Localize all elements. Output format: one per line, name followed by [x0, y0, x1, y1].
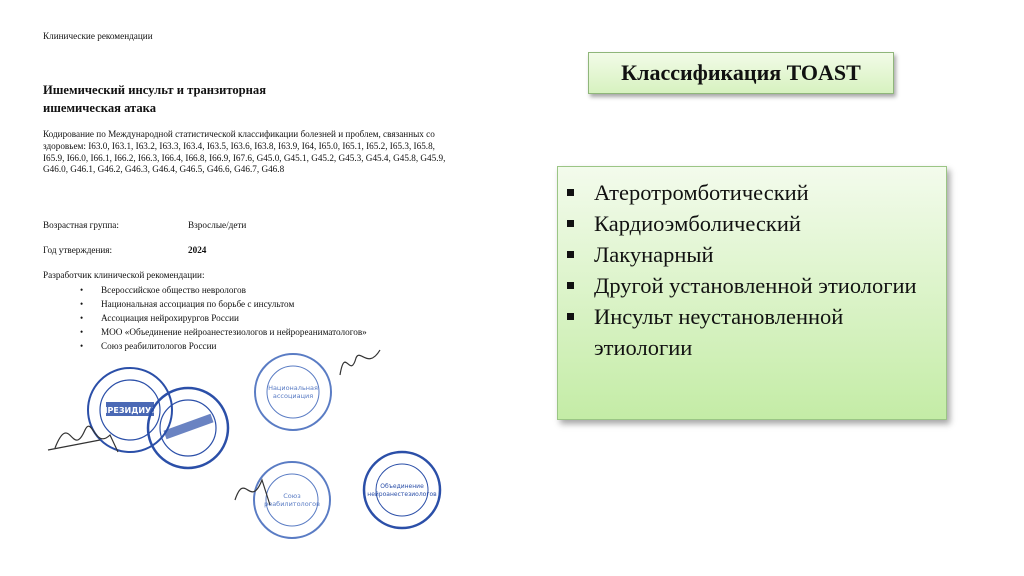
- toast-classification-box: [557, 166, 947, 420]
- stamp-neurologists: [148, 388, 228, 468]
- document-title: Ишемический инсульт и транзиторная ишемическая атака: [43, 83, 267, 115]
- clinical-guideline-page: [0, 0, 500, 576]
- header-note: Клинические рекомендации: [43, 31, 153, 41]
- svg-text:Объединение: Объединение: [380, 483, 424, 490]
- approval-year-label: Год утверждения:: [43, 245, 113, 255]
- svg-text:Национальная: Национальная: [268, 384, 318, 392]
- svg-text:ассоциация: ассоциация: [272, 392, 314, 400]
- stamp-presidium: [88, 368, 172, 452]
- toast-title: Классификация TOAST: [621, 60, 861, 85]
- stamp1-label: ПРЕЗИДИУМ: [100, 406, 160, 415]
- toast-item-label: Атеротромботический: [594, 180, 809, 205]
- toast-item-label: Другой установленной этиологии: [594, 273, 917, 298]
- toast-title-box: [588, 52, 894, 94]
- bullet-square-icon: [567, 313, 574, 320]
- toast-item: [558, 270, 934, 301]
- svg-text:реабилитологов: реабилитологов: [264, 500, 320, 508]
- icd-coding-text: Кодирование по Международной статистической классификации болезней и проблем, связанных со здоровьем: I63.0, I63.1, I63.2, I63.3, I63.4, I63.5, I63.6, I63.8, I63.9, I64, I65.0, I65.1, I65.2, I65.3, I65.8, I65.9, I66.0, I66.1, I66.2, I66.3, I66.4, I66.8, I66.9, I67.6, G45.0, G45.1, G45.2, G45.3, G45.4, G45.8, G45.9, G46.0, G46.1, G46.2, G46.3, G46.4, G46.5, G46.6, G46.7, G46.8: [43, 129, 446, 175]
- bullet-square-icon: [567, 282, 574, 289]
- toast-item-label: Инсульт неустановленной этиологии: [594, 304, 844, 360]
- toast-item: [558, 177, 934, 208]
- developer-item: • Ассоциация нейрохирургов России: [80, 311, 367, 325]
- bullet-square-icon: [567, 220, 574, 227]
- stamp-neuroanesthesiologists: [364, 452, 440, 528]
- stamp-rehabilitologists: [254, 462, 330, 538]
- toast-item-label: Лакунарный: [594, 242, 714, 267]
- developer-item: • Союз реабилитологов России: [80, 339, 367, 353]
- approval-year-value: 2024: [188, 245, 207, 255]
- bullet-square-icon: [567, 251, 574, 258]
- developer-item: • Национальная ассоциация по борьбе с инсультом: [80, 297, 367, 311]
- stamps-and-signatures: [0, 340, 460, 570]
- age-group-label: Возрастная группа:: [43, 220, 119, 230]
- svg-text:нейроанестезиологов: нейроанестезиологов: [367, 491, 437, 498]
- toast-item: [558, 301, 934, 363]
- developer-item: • МОО «Объединение нейроанестезиологов и нейрореаниматологов»: [80, 325, 367, 339]
- developer-item: • Всероссийское общество неврологов: [80, 283, 367, 297]
- signature-right: [340, 350, 380, 375]
- age-group-value: Взрослые/дети: [188, 220, 247, 230]
- toast-item: [558, 208, 934, 239]
- toast-list: [558, 167, 946, 363]
- stamp-stroke-association: [255, 354, 331, 430]
- svg-text:Союз: Союз: [283, 492, 301, 500]
- toast-item: [558, 239, 934, 270]
- toast-item-label: Кардиоэмболический: [594, 211, 801, 236]
- bullet-square-icon: [567, 189, 574, 196]
- developer-label: Разработчик клинической рекомендации:: [43, 270, 205, 280]
